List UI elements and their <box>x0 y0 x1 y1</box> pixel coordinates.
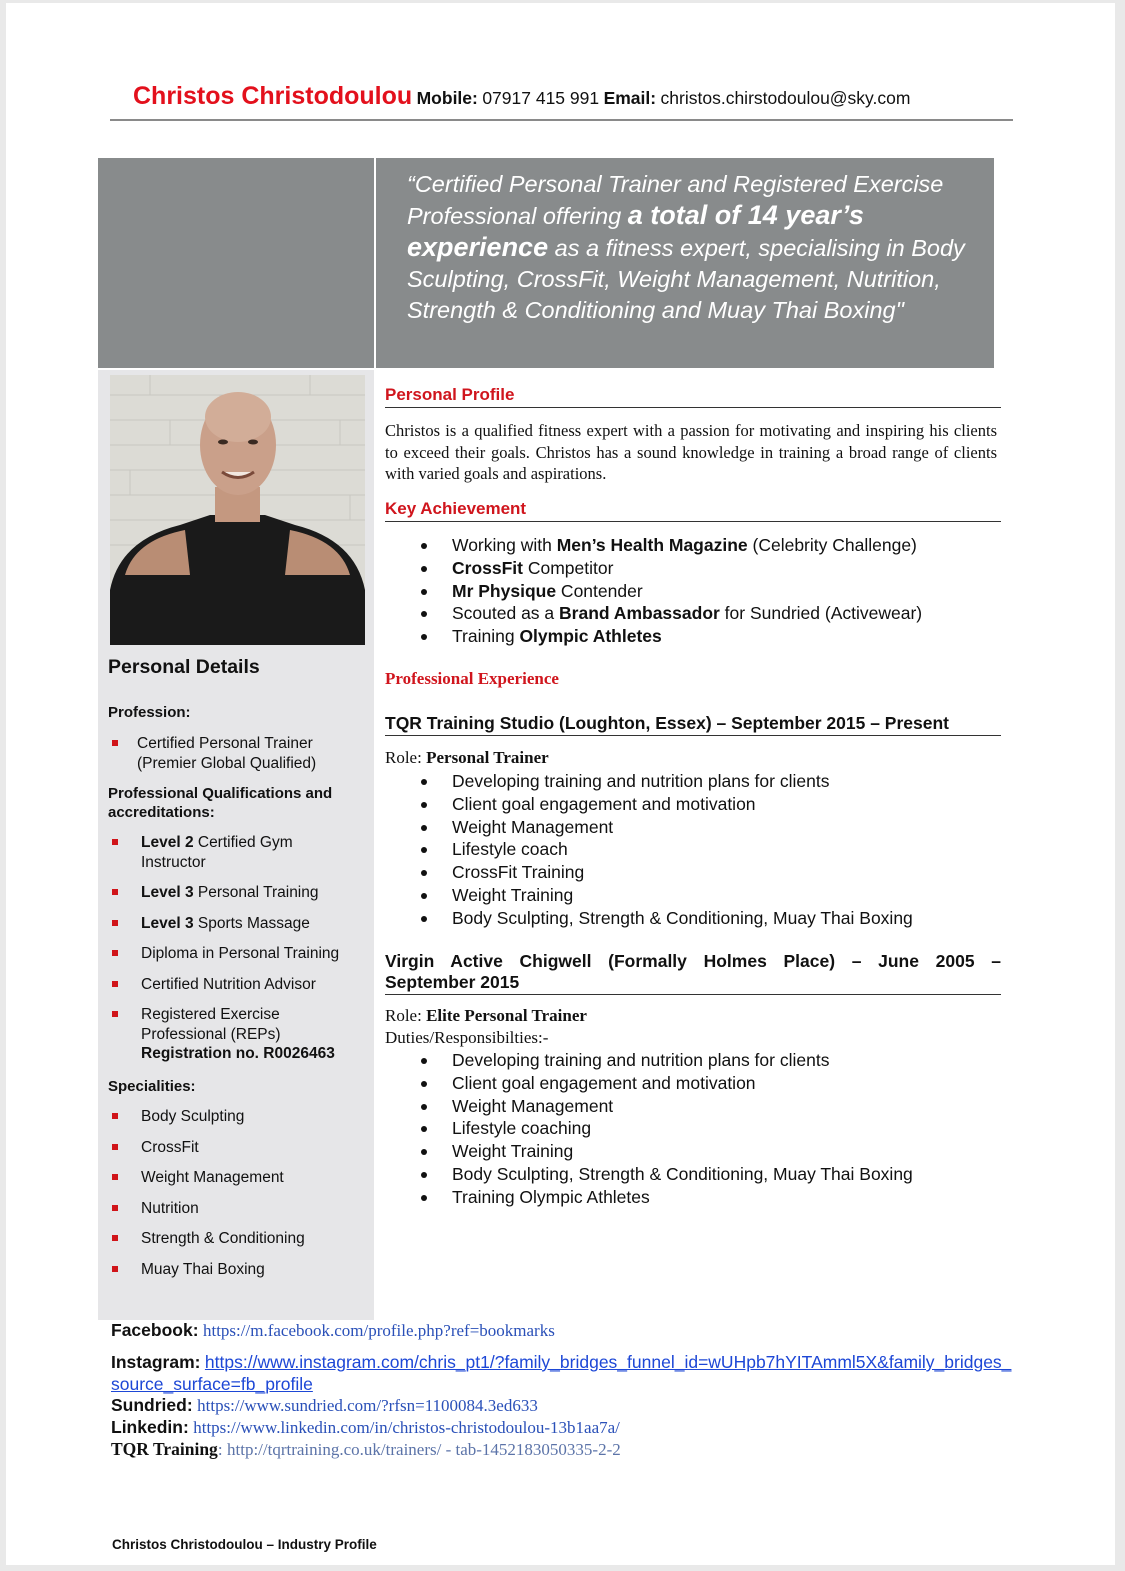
list-item: Lifestyle coach <box>415 838 913 861</box>
job-1-role: Role: Personal Trainer <box>385 748 549 767</box>
bullet-square-icon <box>112 889 118 895</box>
specialities-label: Specialities: <box>108 1078 196 1095</box>
list-item: Weight Management <box>415 1095 913 1118</box>
list-item: Weight Training <box>415 1140 913 1163</box>
bullet-dot-icon <box>421 847 427 853</box>
achievements-list <box>415 534 922 648</box>
instagram-row <box>111 1352 1011 1373</box>
list-item: Muay Thai Boxing <box>108 1260 368 1280</box>
qualifications-list <box>108 833 368 1075</box>
quote-part-1: “Certified Personal Trainer and Registered Exercise Professional offering <box>407 171 944 229</box>
reps-registration: Registration no. R0026463 <box>141 1045 335 1062</box>
instagram-link-continued[interactable]: source_surface=fb_profile <box>111 1374 313 1394</box>
tqr-row <box>111 1439 621 1460</box>
job-1-duties-list <box>415 770 913 930</box>
bullet-square-icon <box>112 920 118 926</box>
bullet-square-icon <box>112 981 118 987</box>
mobile-label: Mobile: <box>416 88 478 108</box>
bullet-dot-icon <box>421 611 427 617</box>
list-item: Client goal engagement and motivation <box>415 793 913 816</box>
bullet-dot-icon <box>421 870 427 876</box>
candidate-name: Christos Christodoulou <box>133 82 413 110</box>
tqr-label: TQR Training <box>111 1439 218 1459</box>
list-item: Lifestyle coaching <box>415 1117 913 1140</box>
bullet-dot-icon <box>421 1081 427 1087</box>
profession-list <box>108 734 353 784</box>
personal-profile-text: Christos is a qualified fitness expert with a passion for motivating and inspiring his clients to exceed their goals. Christos has a sound knowledge in training a broad range of clients with varied goals and aspirations. <box>385 421 997 483</box>
list-item: Client goal engagement and motivation <box>415 1072 913 1095</box>
sundried-link[interactable]: https://www.sundried.com/?rfsn=1100084.3ed633 <box>197 1396 538 1415</box>
bullet-dot-icon <box>421 1195 427 1201</box>
linkedin-row <box>111 1417 620 1438</box>
job-2-duties-label: Duties/Responsibilties:- <box>385 1028 549 1047</box>
list-item: Body Sculpting, Strength & Conditioning, Muay Thai Boxing <box>415 907 913 930</box>
bullet-dot-icon <box>421 893 427 899</box>
banner-left-block <box>98 158 374 368</box>
bullet-dot-icon <box>421 1126 427 1132</box>
bullet-dot-icon <box>421 566 427 572</box>
qualifications-label: Professional Qualifications and accreditations: <box>108 785 333 821</box>
list-item: Weight Training <box>415 884 913 907</box>
bullet-square-icon <box>112 950 118 956</box>
facebook-label: Facebook: <box>111 1320 199 1340</box>
job-1-title: TQR Training Studio (Loughton, Essex) – September 2015 – Present <box>385 713 1001 736</box>
list-item: Certified Personal Trainer (Premier Global Qualified) <box>108 734 353 773</box>
page-footer: Christos Christodoulou – Industry Profile <box>112 1537 377 1552</box>
header-divider <box>110 119 1013 121</box>
linkedin-link[interactable]: https://www.linkedin.com/in/christos-christodoulou-13b1aa7a/ <box>193 1418 620 1437</box>
list-item: Weight Management <box>108 1168 368 1188</box>
bullet-dot-icon <box>421 802 427 808</box>
summary-quote <box>407 169 982 326</box>
bullet-dot-icon <box>421 825 427 831</box>
list-item: CrossFit Competitor <box>415 557 922 580</box>
bullet-dot-icon <box>421 1104 427 1110</box>
sundried-label: Sundried: <box>111 1395 193 1415</box>
list-item: Developing training and nutrition plans for clients <box>415 1049 913 1072</box>
list-item: Developing training and nutrition plans for clients <box>415 770 913 793</box>
list-item: Body Sculpting <box>108 1107 368 1127</box>
bullet-dot-icon <box>421 634 427 640</box>
instagram-row-cont <box>111 1374 313 1395</box>
contact-header <box>133 82 1013 111</box>
list-item: Weight Management <box>415 816 913 839</box>
bullet-dot-icon <box>421 1149 427 1155</box>
list-item: Registered Exercise Professional (REPs) Registration no. R0026463 <box>108 1005 368 1064</box>
list-item: Nutrition <box>108 1199 368 1219</box>
list-item: Training Olympic Athletes <box>415 1186 913 1209</box>
job-2-title: Virgin Active Chigwell (Formally Holmes Place) – June 2005 – September 2015 <box>385 951 1001 995</box>
list-item: Mr Physique Contender <box>415 580 922 603</box>
list-item: Level 2 Certified Gym Instructor <box>108 833 336 872</box>
list-item: Scouted as a Brand Ambassador for Sundried (Activewear) <box>415 602 922 625</box>
list-item: Training Olympic Athletes <box>415 625 922 648</box>
bullet-square-icon <box>112 740 118 746</box>
list-item: Level 3 Personal Training <box>108 883 368 903</box>
profile-photo <box>110 375 365 645</box>
email-address[interactable]: christos.chirstodoulou@sky.com <box>660 88 911 108</box>
bullet-dot-icon <box>421 1058 427 1064</box>
instagram-link[interactable]: https://www.instagram.com/chris_pt1/?family_bridges_funnel_id=wUHpb7hYITAmml5X&family_bridges_ <box>204 1352 1012 1372</box>
mobile-number: 07917 415 991 <box>482 88 600 108</box>
email-label: Email: <box>603 88 657 108</box>
quote-part-3: as a fitness expert, specialising in Body Sculpting, CrossFit, Weight Management, Nutrition, Strength & Conditioning and Muay Thai Boxing" <box>407 235 965 323</box>
linkedin-label: Linkedin: <box>111 1417 189 1437</box>
bullet-square-icon <box>112 1144 118 1150</box>
key-achievement-heading: Key Achievement <box>385 499 1001 522</box>
profession-label: Profession: <box>108 704 191 721</box>
sidebar <box>98 370 374 1320</box>
quote-emphasis: a total of 14 year’s experience <box>407 200 864 262</box>
personal-profile-heading: Personal Profile <box>385 385 1001 408</box>
bullet-square-icon <box>112 839 118 845</box>
list-item: Body Sculpting, Strength & Conditioning, Muay Thai Boxing <box>415 1163 913 1186</box>
bullet-dot-icon <box>421 589 427 595</box>
bullet-dot-icon <box>421 916 427 922</box>
list-item: Certified Nutrition Advisor <box>108 975 368 995</box>
tqr-colon: : <box>217 1440 223 1459</box>
job-2-duties-list <box>415 1049 913 1209</box>
bullet-square-icon <box>112 1011 118 1017</box>
sundried-row <box>111 1395 538 1416</box>
specialities-list <box>108 1107 368 1290</box>
personal-details-title: Personal Details <box>108 656 260 678</box>
list-item: CrossFit <box>108 1138 368 1158</box>
list-item: CrossFit Training <box>415 861 913 884</box>
summary-banner <box>376 158 994 368</box>
bullet-square-icon <box>112 1266 118 1272</box>
tqr-link[interactable]: http://tqrtraining.co.uk/trainers/ - tab-1452183050335-2-2 <box>227 1440 621 1459</box>
list-item: Level 3 Sports Massage <box>108 914 368 934</box>
bullet-dot-icon <box>421 1172 427 1178</box>
bullet-square-icon <box>112 1113 118 1119</box>
professional-experience-heading: Professional Experience <box>385 669 559 688</box>
bullet-dot-icon <box>421 543 427 549</box>
bullet-square-icon <box>112 1205 118 1211</box>
list-item: Diploma in Personal Training <box>108 944 368 964</box>
bullet-dot-icon <box>421 779 427 785</box>
bullet-square-icon <box>112 1174 118 1180</box>
facebook-row <box>111 1320 555 1341</box>
list-item: Strength & Conditioning <box>108 1229 368 1249</box>
bullet-square-icon <box>112 1235 118 1241</box>
instagram-label: Instagram: <box>111 1352 201 1372</box>
facebook-link[interactable]: https://m.facebook.com/profile.php?ref=bookmarks <box>202 1321 555 1340</box>
job-2-role: Role: Elite Personal Trainer <box>385 1006 587 1025</box>
list-item: Working with Men’s Health Magazine (Celebrity Challenge) <box>415 534 922 557</box>
